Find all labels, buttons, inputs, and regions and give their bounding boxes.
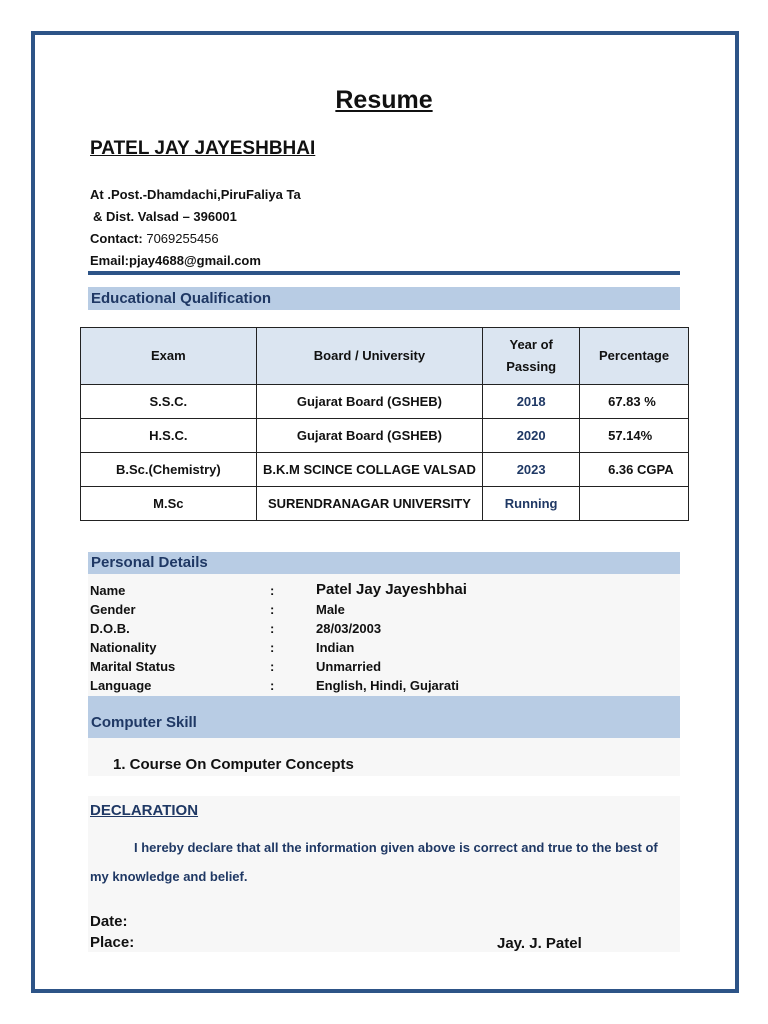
personal-value: English, Hindi, Gujarati <box>316 678 460 693</box>
personal-value: Unmarried <box>316 659 382 674</box>
document-title: Resume <box>335 86 433 114</box>
personal-label: Language <box>90 678 152 693</box>
personal-label: Nationality <box>90 640 157 655</box>
contact-label: Contact: <box>90 231 143 246</box>
email-line <box>90 250 301 272</box>
contact-line <box>90 228 301 250</box>
personal-label: Marital Status <box>90 659 176 674</box>
board-cell: SURENDRANAGAR UNIVERSITY <box>256 487 483 521</box>
header-divider <box>88 271 680 275</box>
board-cell: Gujarat Board (GSHEB) <box>256 419 483 453</box>
personal-label: Gender <box>90 602 136 617</box>
personal-value: Indian <box>316 640 355 655</box>
table-row <box>81 453 689 487</box>
personal-separator: : <box>270 678 275 693</box>
email-value: pjay4688@gmail.com <box>129 253 261 268</box>
declaration-heading: DECLARATION <box>90 802 199 819</box>
percentage-cell: 57.14% <box>580 419 689 453</box>
contact-value: 7069255456 <box>146 231 219 246</box>
exam-cell: S.S.C. <box>81 385 257 419</box>
declaration-text: I hereby declare that all the information given above is correct and true to the best of my knowledge and belief. <box>90 840 658 884</box>
address-line-2: & Dist. Valsad – 396001 <box>93 209 237 224</box>
personal-separator: : <box>270 659 275 674</box>
personal-value: Patel Jay Jayeshbhai <box>316 581 467 598</box>
education-heading: Educational Qualification <box>88 287 680 310</box>
exam-cell: M.Sc <box>81 487 257 521</box>
personal-heading: Personal Details <box>88 552 680 574</box>
board-cell: Gujarat Board (GSHEB) <box>256 385 483 419</box>
percentage-cell: 67.83 % <box>580 385 689 419</box>
header-board: Board / University <box>256 328 483 385</box>
education-table <box>80 327 689 521</box>
place-label: Place: <box>90 934 135 951</box>
year-cell: 2023 <box>483 453 580 487</box>
table-row <box>81 385 689 419</box>
table-row <box>81 419 689 453</box>
address-line-1: At .Post.-Dhamdachi,PiruFaliya Ta <box>90 187 301 202</box>
table-row <box>81 487 689 521</box>
exam-cell: B.Sc.(Chemistry) <box>81 453 257 487</box>
table-header-row <box>81 328 689 385</box>
candidate-name: PATEL JAY JAYESHBHAI <box>90 138 316 159</box>
year-cell: Running <box>483 487 580 521</box>
personal-separator: : <box>270 621 275 636</box>
skill-item: 1. Course On Computer Concepts <box>113 756 354 773</box>
personal-label: Name <box>90 583 126 598</box>
header-exam: Exam <box>81 328 257 385</box>
personal-separator: : <box>270 602 275 617</box>
year-cell: 2020 <box>483 419 580 453</box>
percentage-cell: 6.36 CGPA <box>580 453 689 487</box>
skills-heading: Computer Skill <box>88 696 680 738</box>
address-block <box>90 184 301 272</box>
board-cell: B.K.M SCINCE COLLAGE VALSAD <box>256 453 483 487</box>
header-percentage: Percentage <box>580 328 689 385</box>
date-label: Date: <box>90 913 128 930</box>
exam-cell: H.S.C. <box>81 419 257 453</box>
email-label: Email: <box>90 253 130 268</box>
personal-separator: : <box>270 640 275 655</box>
personal-value: 28/03/2003 <box>316 621 382 636</box>
personal-separator: : <box>270 583 275 598</box>
year-cell: 2018 <box>483 385 580 419</box>
header-year: Year of Passing <box>483 328 580 385</box>
personal-label: D.O.B. <box>90 621 130 636</box>
personal-value: Male <box>316 602 345 617</box>
signature: Jay. J. Patel <box>497 935 582 952</box>
percentage-cell <box>580 487 689 521</box>
